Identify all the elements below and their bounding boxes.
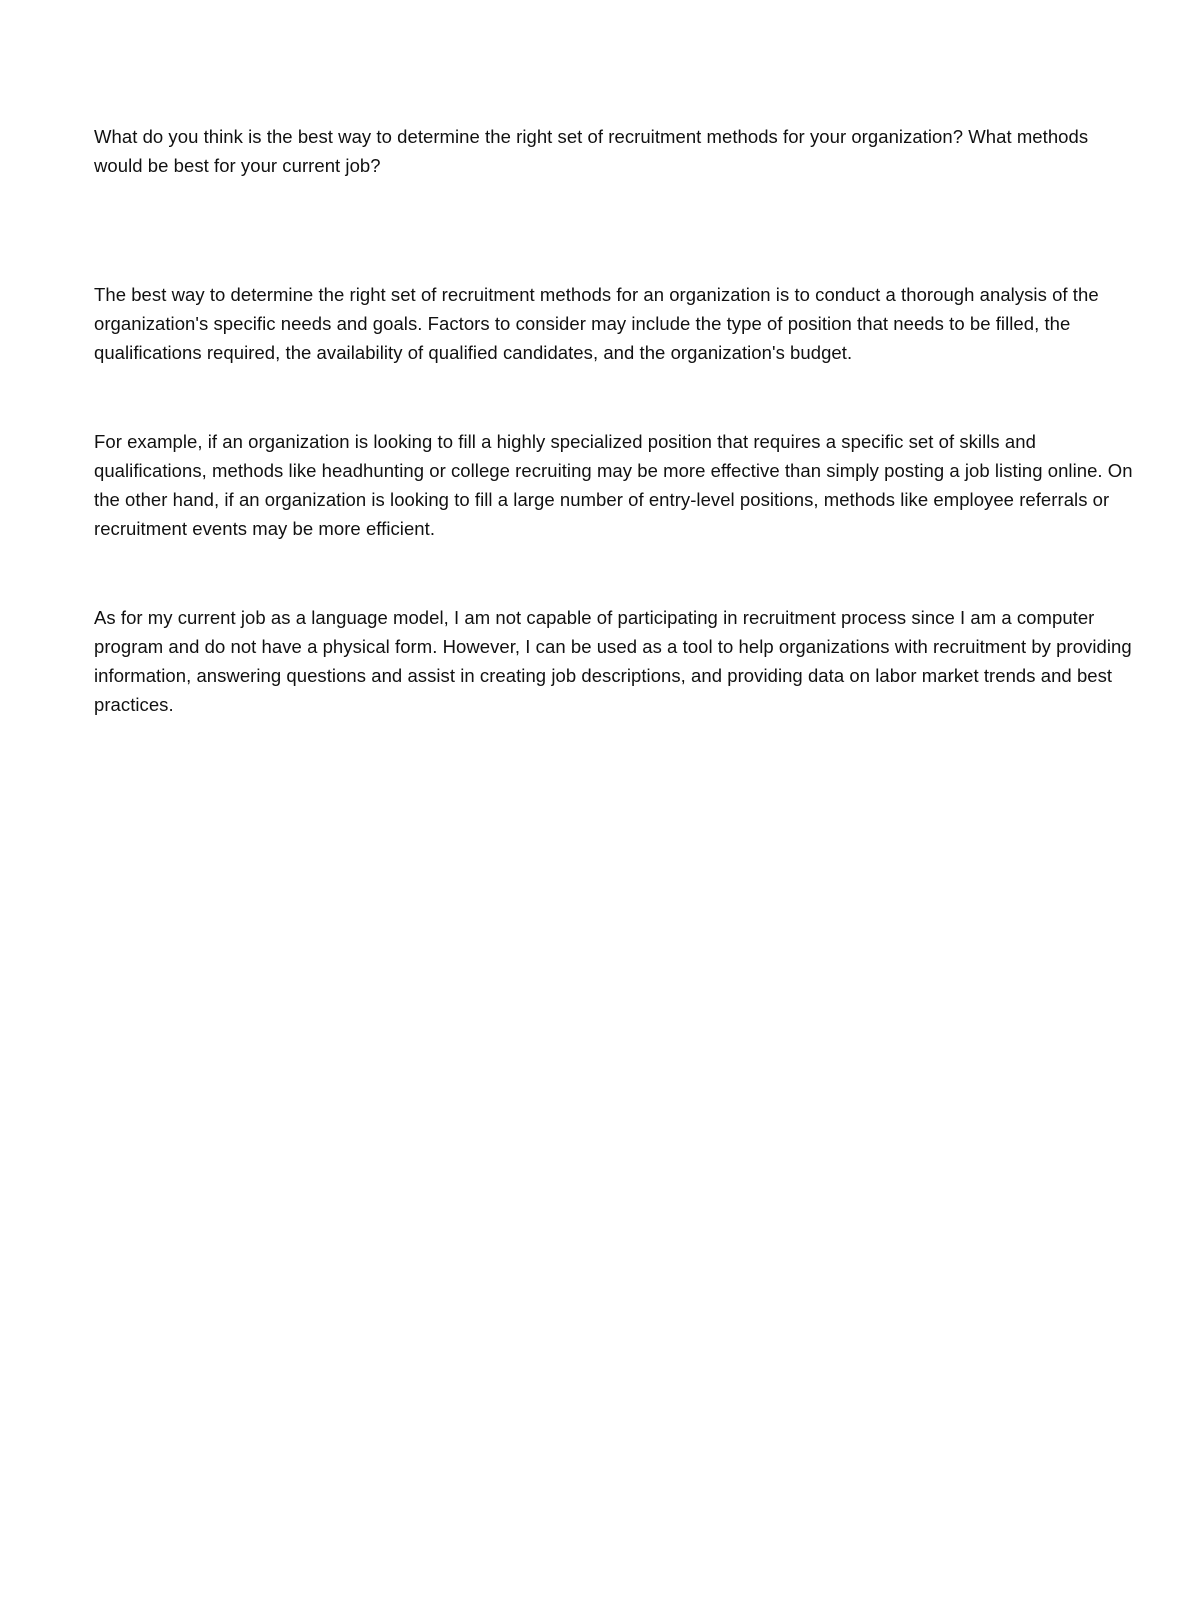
paragraph-text: As for my current job as a language model, I am not capable of participating in recruitment process since I am a computer program and do not have a physical form. However, I can be used as a tool to help organizations with recruitment by providing information, answering questions and assist in creating job descriptions, and providing data on labor market trends and best practices. xyxy=(94,607,1132,715)
question-text xyxy=(94,122,1134,180)
answer-paragraph-2 xyxy=(94,427,1134,543)
question-paragraph: What do you think is the best way to determine the right set of recruitment methods for your organization? What methods would be best for your current job? xyxy=(94,126,1089,176)
answer-paragraph-3 xyxy=(94,603,1134,719)
paragraph-text: The best way to determine the right set of recruitment methods for an organization is to conduct a thorough analysis of the organization's specific needs and goals. Factors to consider may include the type of position that needs to be filled, the qualifications required, the availability of qualified candidates, and the organization's budget. xyxy=(94,284,1099,363)
answer-paragraph-1 xyxy=(94,280,1134,367)
paragraph-text: For example, if an organization is looking to fill a highly specialized position that requires a specific set of skills and qualifications, methods like headhunting or college recruiting may be more effective than simply posting a job listing online. On the other hand, if an organization is looking to fill a large number of entry-level positions, methods like employee referrals or recruitment events may be more efficient. xyxy=(94,431,1133,539)
